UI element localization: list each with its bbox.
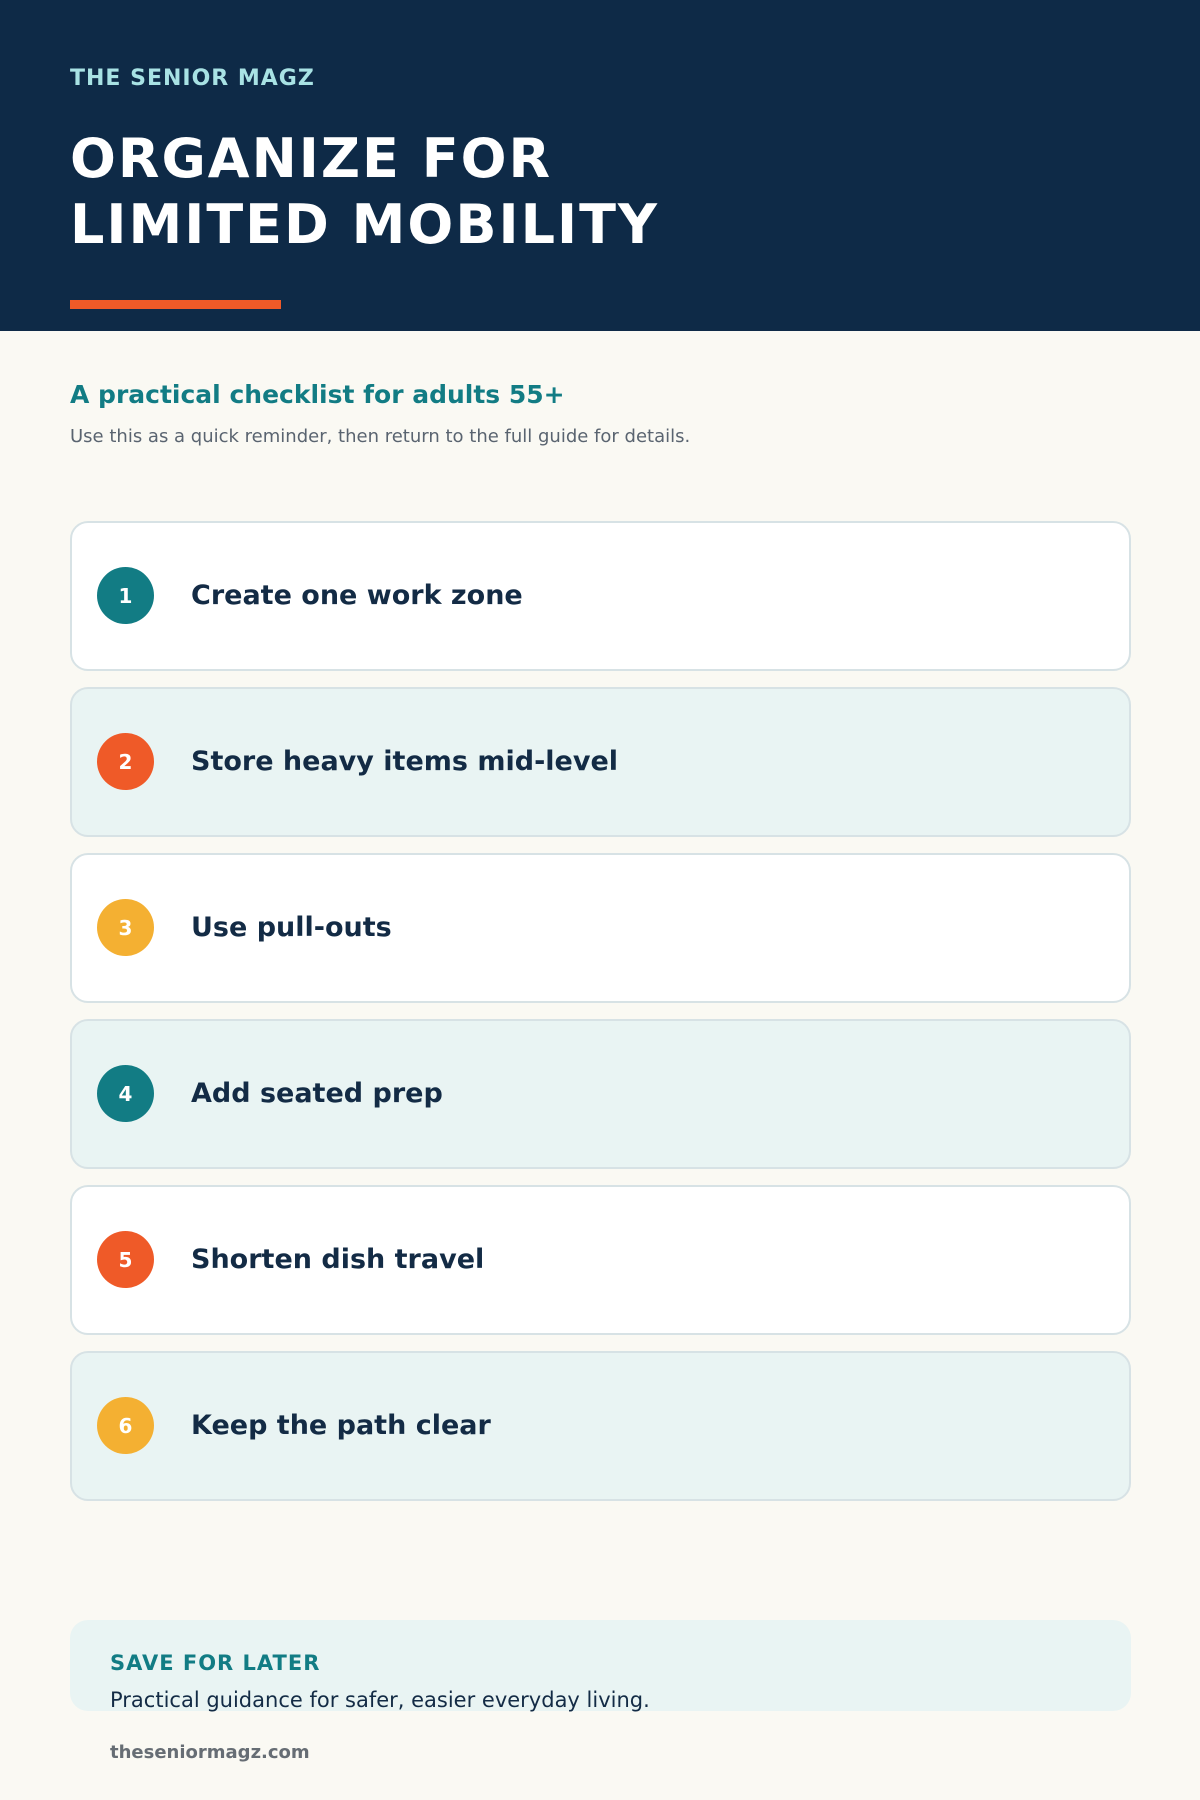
- step-number-badge: 3: [97, 899, 154, 956]
- checklist-intro: Use this as a quick reminder, then return to the full guide for details.: [70, 426, 691, 447]
- checklist-item: [70, 853, 1131, 1003]
- header-banner: [0, 0, 1200, 331]
- step-number-badge: 2: [97, 733, 154, 790]
- footer-tagline: Practical guidance for safer, easier everyday living.: [110, 1688, 650, 1712]
- step-number-badge: 1: [97, 567, 154, 624]
- checklist-item: [70, 1185, 1131, 1335]
- step-number-badge: 5: [97, 1231, 154, 1288]
- checklist-item: [70, 687, 1131, 837]
- checklist-subtitle: A practical checklist for adults 55+: [70, 380, 565, 409]
- checklist-item-label: Use pull-outs: [191, 912, 392, 943]
- website-link[interactable]: theseniormagz.com: [110, 1742, 310, 1763]
- checklist-item: [70, 1019, 1131, 1169]
- page-title: [70, 126, 659, 258]
- checklist-item-label: Create one work zone: [191, 580, 523, 611]
- page-title-line-2: LIMITED MOBILITY: [70, 193, 660, 256]
- checklist-item-label: Keep the path clear: [191, 1410, 491, 1441]
- checklist-item-label: Add seated prep: [191, 1078, 443, 1109]
- page-title-line-1: ORGANIZE FOR: [70, 127, 553, 190]
- step-number-badge: 6: [97, 1397, 154, 1454]
- accent-divider: [70, 300, 281, 309]
- step-number-badge: 4: [97, 1065, 154, 1122]
- checklist-item: [70, 521, 1131, 671]
- checklist-item: [70, 1351, 1131, 1501]
- brand-name: THE SENIOR MAGZ: [70, 66, 315, 91]
- checklist-item-label: Shorten dish travel: [191, 1244, 485, 1275]
- save-for-later-title: SAVE FOR LATER: [110, 1651, 321, 1675]
- checklist-item-label: Store heavy items mid-level: [191, 746, 619, 777]
